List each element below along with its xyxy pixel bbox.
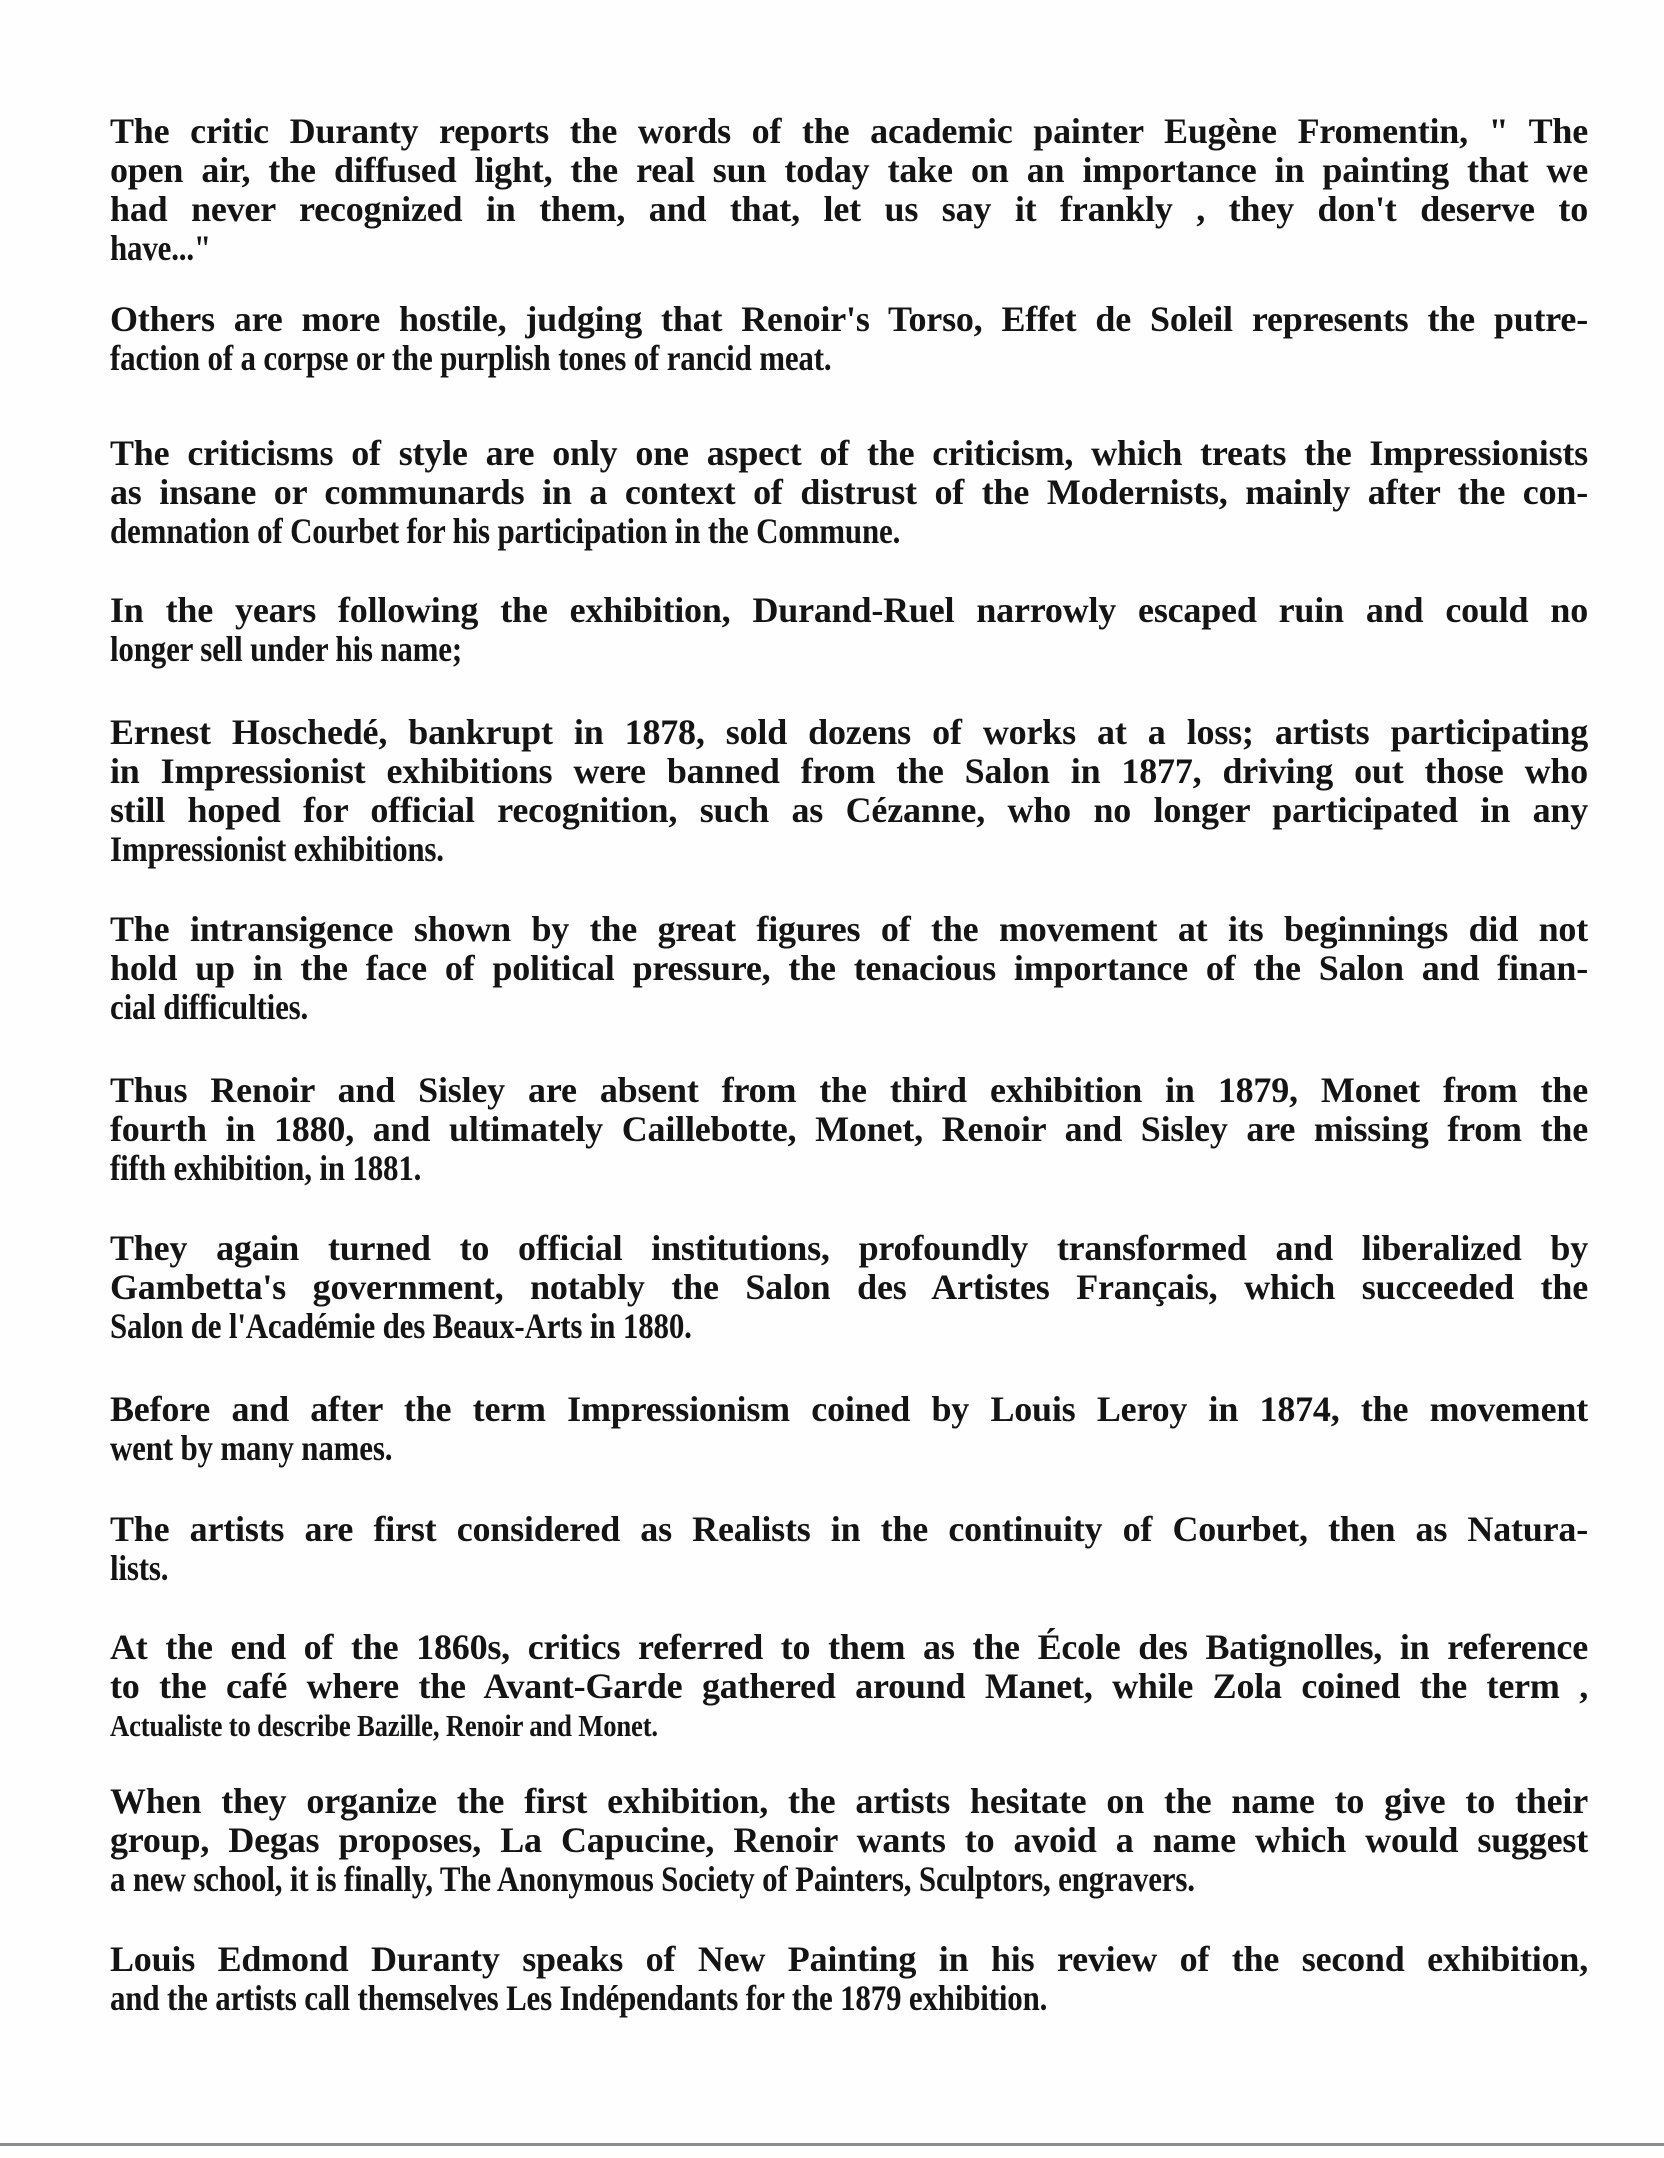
text-line: longer sell under his name; <box>110 629 463 669</box>
text-line: The artists are first considered as Realists in the continuity of Courbet, then as Natura- <box>110 1509 1588 1549</box>
text-line: Thus Renoir and Sisley are absent from the third exhibition in 1879, Monet from the <box>110 1070 1588 1110</box>
text-line: When they organize the first exhibition, the artists hesitate on the name to give to their <box>110 1781 1588 1821</box>
paragraph-absent-artists <box>110 1071 1588 1188</box>
text-line: still hoped for official recognition, such as Cézanne, who no longer participated in any <box>110 790 1588 830</box>
text-line: The intransigence shown by the great figures of the movement at its beginnings did not <box>110 909 1588 949</box>
paragraph-criticisms-of-style <box>110 434 1588 551</box>
text-line: Others are more hostile, judging that Renoir's Torso, Effet de Soleil represents the putre- <box>110 299 1588 339</box>
text-line: have..." <box>110 228 211 268</box>
paragraph-fromentin-quote <box>110 112 1588 268</box>
paragraph-official-institutions <box>110 1229 1588 1346</box>
text-line: Before and after the term Impressionism coined by Louis Leroy in 1874, the movement <box>110 1389 1588 1429</box>
text-line: faction of a corpse or the purplish tones of rancid meat. <box>110 338 832 378</box>
text-line: a new school, it is finally, The Anonymous Society of Painters, Sculptors, engravers. <box>110 1859 1195 1899</box>
text-line: as insane or communards in a context of distrust of the Modernists, mainly after the con- <box>110 472 1588 512</box>
paragraph-durand-ruel <box>110 591 1588 669</box>
text-line: had never recognized in them, and that, let us say it frankly , they don't deserve to <box>110 189 1588 229</box>
text-line: Gambetta's government, notably the Salon des Artistes Français, which succeeded the <box>110 1267 1588 1307</box>
text-line: fifth exhibition, in 1881. <box>110 1148 422 1188</box>
text-line: demnation of Courbet for his participation in the Commune. <box>110 511 901 551</box>
text-line: fourth in 1880, and ultimately Caillebotte, Monet, Renoir and Sisley are missing from the <box>110 1109 1588 1149</box>
text-line: In the years following the exhibition, Durand-Ruel narrowly escaped ruin and could no <box>110 590 1588 630</box>
text-line: Ernest Hoschedé, bankrupt in 1878, sold dozens of works at a loss; artists participating <box>110 712 1588 752</box>
text-line: cial difficulties. <box>110 987 309 1027</box>
text-line: group, Degas proposes, La Capucine, Renoir wants to avoid a name which would suggest <box>110 1820 1588 1860</box>
paragraph-intransigence <box>110 910 1588 1027</box>
text-line: to the café where the Avant-Garde gathered around Manet, while Zola coined the term , <box>110 1666 1588 1706</box>
text-line: Salon de l'Académie des Beaux-Arts in 1880. <box>110 1306 692 1346</box>
page-bottom-rule <box>0 2143 1664 2146</box>
text-line: in Impressionist exhibitions were banned from the Salon in 1877, driving out those who <box>110 751 1588 791</box>
paragraph-hoschede <box>110 713 1588 869</box>
text-line: The criticisms of style are only one aspect of the criticism, which treats the Impressionists <box>110 433 1588 473</box>
paragraph-ecole-des-batignolles <box>110 1628 1588 1745</box>
paragraph-first-exhibition-name <box>110 1782 1588 1899</box>
text-line: lists. <box>110 1548 169 1588</box>
text-line: hold up in the face of political pressure, the tenacious importance of the Salon and finan- <box>110 948 1588 988</box>
paragraph-new-painting <box>110 1940 1588 2018</box>
text-line: went by many names. <box>110 1428 393 1468</box>
text-line: and the artists call themselves Les Indépendants for the 1879 exhibition. <box>110 1978 1048 2018</box>
text-line: At the end of the 1860s, critics referred to them as the École des Batignolles, in reference <box>110 1627 1588 1667</box>
paragraph-term-impressionism <box>110 1390 1588 1468</box>
text-line: They again turned to official institutions, profoundly transformed and liberalized by <box>110 1228 1588 1268</box>
paragraph-realists-naturalists <box>110 1510 1588 1588</box>
paragraph-hostile-critics <box>110 300 1588 378</box>
text-line: The critic Duranty reports the words of the academic painter Eugène Fromentin, " The <box>110 111 1588 151</box>
text-line: Actualiste to describe Bazille, Renoir and Monet. <box>110 1708 658 1743</box>
text-line: open air, the diffused light, the real sun today take on an importance in painting that we <box>110 150 1588 190</box>
text-line: Louis Edmond Duranty speaks of New Painting in his review of the second exhibition, <box>110 1939 1588 1979</box>
text-line: Impressionist exhibitions. <box>110 829 444 869</box>
